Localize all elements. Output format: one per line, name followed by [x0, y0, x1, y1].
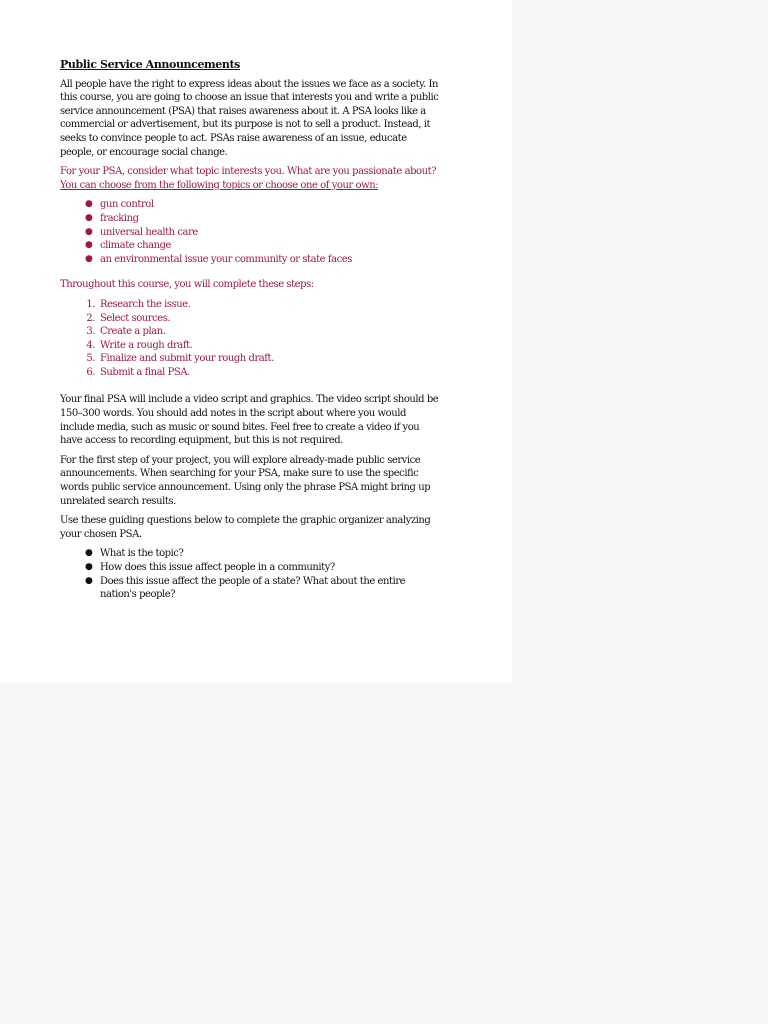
first-step-paragraph: For the first step of your project, you will explore already-made public service announcements. When searching for your PSA, make sure to use the specific words public service announcement. Using only the phrase PSA might bring up unrelated search results.: [60, 454, 431, 507]
list-item: [60, 547, 442, 561]
step-text: Finalize and submit your rough draft.: [100, 353, 274, 365]
bullet-icon: ●: [85, 199, 93, 210]
list-item: [60, 561, 442, 575]
topic-prompt-paragraph: [60, 165, 442, 192]
topic-text: universal health care: [100, 226, 198, 238]
list-item: [60, 366, 442, 380]
step-number: 2.: [86, 312, 95, 324]
question-text: How does this issue affect people in a community?: [100, 562, 335, 573]
bullet-icon: ●: [85, 562, 93, 572]
step-text: Write a rough draft.: [100, 339, 193, 351]
question-text: Does this issue affect the people of a state? What about the entire nation's people?: [100, 575, 406, 601]
bullet-icon: ●: [85, 548, 93, 559]
topic-prompt-text: For your PSA, consider what topic interests you. What are you passionate about?: [60, 166, 437, 178]
document-title: Public Service Announcements: [60, 58, 240, 71]
list-item: [60, 198, 442, 212]
step-number: 4.: [86, 339, 95, 351]
list-item: [60, 239, 442, 253]
intro-paragraph: All people have the right to express ideas about the issues we face as a society. In this course, you are going to choose an issue that interests you and write a public service announcement (PSA) that raises awareness about it. A PSA looks like a commercial or advertisement, but its purpose is not to sell a product. Instead, it seeks to convince people to act. PSAs raise awareness of an issue, educate people, or encourage social change.: [60, 78, 439, 158]
step-text: Submit a final PSA.: [100, 366, 190, 378]
bullet-icon: ●: [85, 253, 93, 264]
list-item: [60, 298, 442, 312]
list-item: [60, 212, 442, 226]
document-page: [0, 0, 512, 683]
list-item: [60, 312, 442, 326]
final-psa-paragraph: Your final PSA will include a video script and graphics. The video script should be 150–300 words. You should add notes in the script about where you would include media, such as music or sound bites. Feel free to create a video if you have access to recording equipment, but this is not required.: [60, 394, 439, 447]
guiding-questions-intro: Use these guiding questions below to complete the graphic organizer analyzing your chosen PSA.: [60, 515, 431, 540]
steps-intro: Throughout this course, you will complete these steps:: [60, 279, 314, 291]
bullet-icon: ●: [85, 226, 93, 237]
step-number: 5.: [86, 353, 95, 365]
topics-list: [60, 198, 442, 266]
bullet-icon: ●: [85, 575, 93, 586]
bullet-icon: ●: [85, 240, 93, 251]
list-item: [60, 226, 442, 240]
step-number: 6.: [86, 366, 95, 378]
step-text: Select sources.: [100, 312, 171, 324]
list-item: [60, 575, 442, 602]
guiding-questions-list: [60, 547, 442, 601]
topic-text: an environmental issue your community or state faces: [100, 253, 352, 265]
topic-text: fracking: [100, 212, 139, 224]
bullet-icon: ●: [85, 212, 93, 223]
topic-text: climate change: [100, 240, 172, 252]
steps-list: [60, 298, 442, 380]
list-item: [60, 253, 442, 267]
question-text: What is the topic?: [100, 548, 184, 560]
list-item: [60, 339, 442, 353]
step-number: 1.: [86, 298, 95, 310]
topic-text: gun control: [100, 199, 154, 211]
list-item: [60, 325, 442, 339]
step-text: Create a plan.: [100, 326, 166, 338]
list-item: [60, 352, 442, 366]
topic-prompt-underlined-text: You can choose from the following topics or choose one of your own:: [60, 179, 379, 191]
step-number: 3.: [86, 326, 95, 338]
step-text: Research the issue.: [100, 298, 191, 310]
